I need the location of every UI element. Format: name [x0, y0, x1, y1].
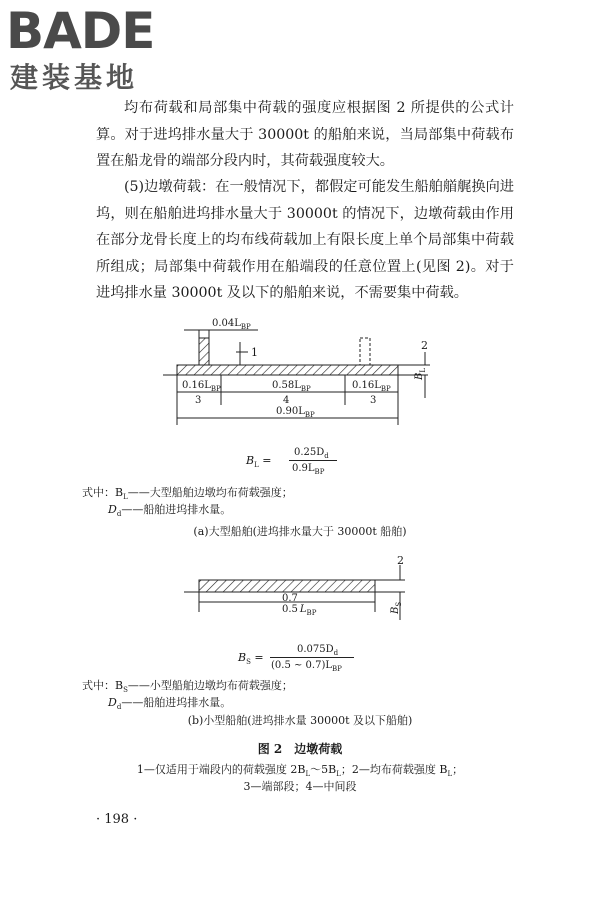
fig-a-seg-right: $0.16L_{BP}$ — [352, 380, 391, 393]
fig-b-length: 0.7 0.5 $L_{BP}$ — [282, 593, 317, 617]
fig-b-label-2: 2 — [397, 554, 404, 567]
fig-b-load-beam — [199, 580, 375, 592]
fig-b-bs-label: $B_S$ — [390, 601, 403, 614]
fig-a-bl-label: $B_L$ — [414, 367, 427, 380]
fig-a-total: $0.90L_{BP}$ — [276, 406, 315, 419]
paragraph-2: (5)边墩荷载：在一般情况下，都假定可能发生船舶艏艉换向进坞，则在船舶进坞排水量大于 30000t 的情况下，边墩荷载由作用在部分龙骨长度上的均布线荷载加上有限长度上单个局部集中荷载所组成；局部集中荷载作用在船端段的任意位置上(见图 2)。对于进坞排水量 30000t 及以下的船舶来说，不需要集中荷载。 — [96, 179, 514, 301]
fig-a-caption: (a)大型船舶(进坞排水量大于 30000t 船舶) — [193, 525, 407, 538]
fig-b-formula-lhs: $B_S$ = — [238, 651, 264, 667]
fig-b-formula-den: (0.5 ~ $0.7)L_{BP}$ — [271, 660, 342, 673]
fig-b-caption: (b)小型船舶(进坞排水量 30000t 及以下船舶) — [187, 714, 413, 727]
fig-b-where-1: 式中：$B_S——$小型船舶边墩均布荷载强度； — [82, 679, 293, 695]
fig-a-formula-den: $0.9L_{BP}$ — [292, 463, 325, 476]
fig-a-formula-num: $0.25D_d$ — [294, 447, 329, 460]
fig-a-label-1: 1 — [251, 346, 258, 359]
fig-b-formula-num: $0.075D_d$ — [297, 644, 339, 657]
figure-note-2: 3—端部段；4—中间段 — [243, 780, 357, 793]
fig-a-seg-left: $0.16L_{BP}$ — [182, 380, 221, 393]
fig-a-dim-top: $0.04L_{BP}$ — [212, 318, 251, 331]
fig-b-where-2: $D_d——$船舶进坞排水量。 — [108, 696, 232, 712]
fig-a-where-1: 式中：$B_L——$大型船舶边墩均布荷载强度； — [82, 486, 293, 502]
figure-title: 图 2 边墩荷载 — [257, 742, 343, 756]
fig-a-num-mid: 4 — [283, 395, 290, 406]
logo-subtitle: 建装基地 — [10, 61, 139, 94]
fig-a-where-2: $D_d——$船舶进坞排水量。 — [108, 503, 232, 519]
fig-a-label-2: 2 — [421, 339, 428, 352]
logo-brand: BADE — [6, 2, 155, 60]
figure-note-1: 1—仅适用于端段内的荷载强度 $2B_L\sim 5B_L$；2—均布荷载强度 $B_L$； — [136, 763, 464, 779]
fig-a-num-left: 3 — [195, 395, 202, 406]
fig-a-formula-lhs: $B_L$ = — [246, 454, 272, 470]
fig-a-seg-mid: $0.58L_{BP}$ — [272, 380, 311, 393]
page-number: · 198 · — [96, 812, 138, 827]
paragraph-1: 均布荷载和局部集中荷载的强度应根据图 2 所提供的公式计算。对于进坞排水量大于 30000t 的船舶来说，当局部集中荷载布置在船龙骨的端部分段内时，其荷载强度较大。 — [96, 100, 514, 169]
fig-a-num-right: 3 — [370, 395, 377, 406]
